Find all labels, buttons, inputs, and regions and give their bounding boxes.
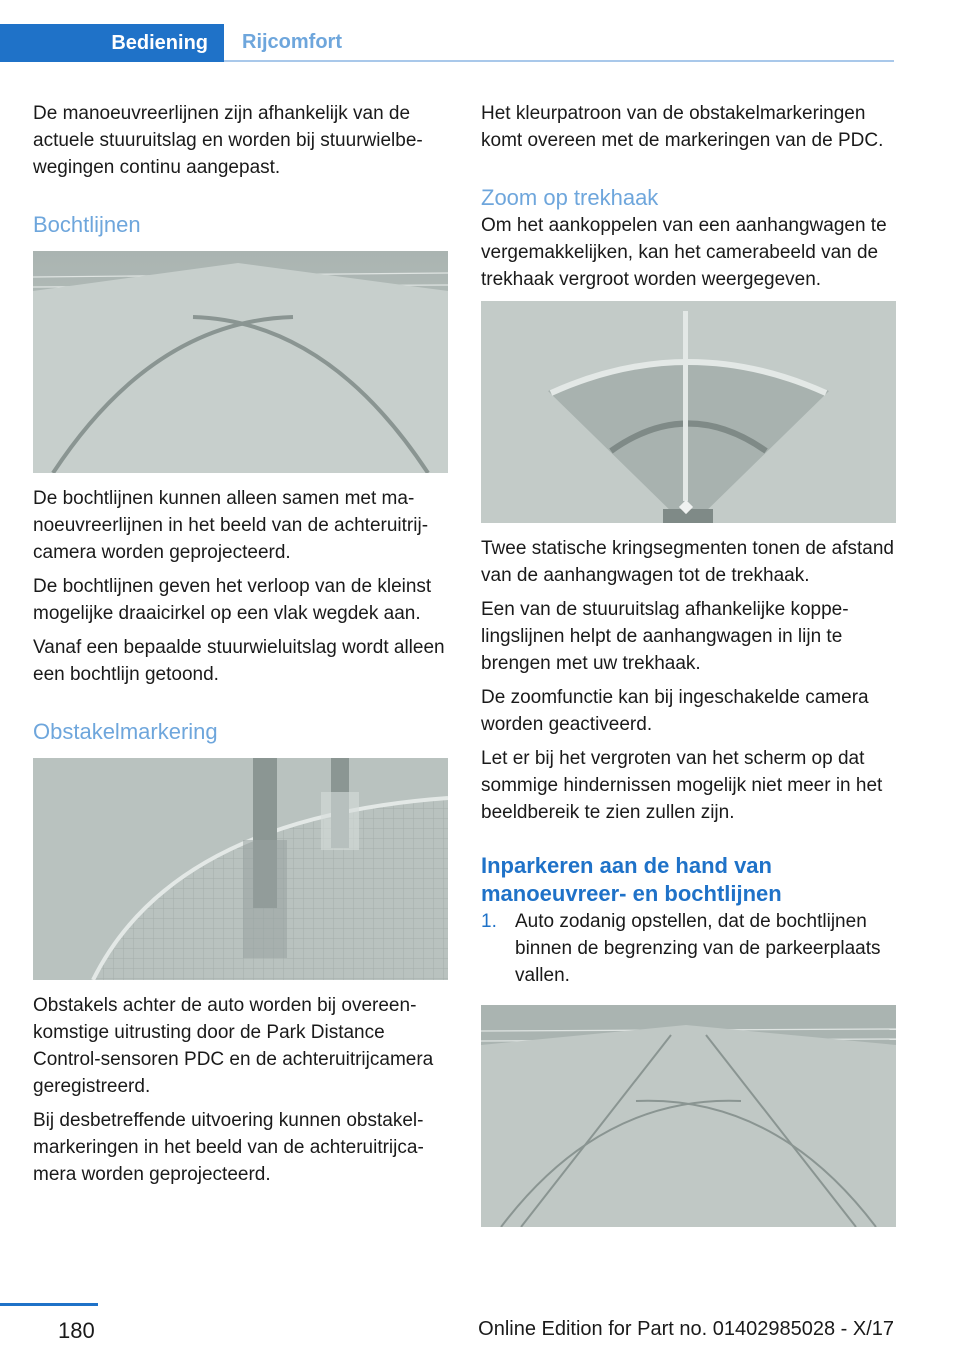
paragraph-zoom-4: De zoomfunctie kan bij ingeschakelde camera worden geactiveerd. bbox=[481, 687, 869, 735]
heading-bochtlijnen: Bochtlijnen bbox=[33, 212, 141, 237]
tab-divider bbox=[224, 60, 894, 62]
header-tabbar bbox=[0, 0, 894, 62]
figure-bochtlijnen bbox=[33, 251, 448, 473]
tab-bediening[interactable]: Bediening bbox=[0, 24, 224, 62]
footer-rule bbox=[0, 1303, 98, 1306]
paragraph-zoom-2: Twee statische kringsegmenten tonen de afstand van de aanhangwagen tot de trekhaak. bbox=[481, 538, 894, 586]
paragraph-obstakel-2: Bij desbetreffende uitvoering kunnen obstakelmarkeringen in het beeld van de achteruitrijcamera worden geprojecteerd. bbox=[33, 1110, 424, 1185]
step-number: 1. bbox=[481, 911, 497, 932]
steps-list bbox=[481, 908, 896, 989]
page-number: 180 bbox=[58, 1318, 95, 1343]
paragraph-bochtlijnen-1: De bochtlijnen kunnen alleen samen met manoeuvreerlijnen in het beeld van de achteruitrijcamera worden geprojecteerd. bbox=[33, 488, 429, 563]
paragraph-zoom-1: Om het aankoppelen van een aanhangwagen te vergemakkelijken, kan het camerabeeld van de trekhaak vergroot worden weergegeven. bbox=[481, 215, 887, 290]
figure-zoom-trekhaak bbox=[481, 301, 896, 523]
paragraph-bochtlijnen-2: De bochtlijnen geven het verloop van de kleinst mogelijke draaicirkel op een vlak wegdek aan. bbox=[33, 576, 432, 624]
figure-obstakelmarkering bbox=[33, 758, 448, 980]
heading-inparkeren: Inparkeren aan de hand van manoeuvreer- en bochtlijnen bbox=[481, 853, 782, 906]
step-text: Auto zodanig opstellen, dat de bochtlijnen binnen de begrenzing van de parkeerplaats vallen. bbox=[515, 911, 881, 986]
left-column bbox=[33, 100, 448, 1195]
paragraph-bochtlijnen-3: Vanaf een bepaalde stuurwieluitslag wordt alleen een bochtlijn getoond. bbox=[33, 637, 445, 685]
heading-obstakelmarkering: Obstakelmarkering bbox=[33, 719, 218, 744]
paragraph-zoom-5: Let er bij het vergroten van het scherm op dat sommige hindernissen mogelijk niet meer in het beeldbereik te zien zullen zijn. bbox=[481, 748, 883, 823]
right-column bbox=[481, 100, 896, 1227]
intro-paragraph-right: Het kleurpatroon van de obstakelmarkeringen komt overeen met de markeringen van de PDC. bbox=[481, 103, 884, 151]
figure-inparkeren bbox=[481, 1005, 896, 1227]
heading-zoom-trekhaak: Zoom op trekhaak bbox=[481, 185, 659, 210]
edition-note: Online Edition for Part no. 01402985028 - X/17 bbox=[478, 1318, 894, 1340]
list-item bbox=[481, 908, 896, 989]
tab-rijcomfort[interactable]: Rijcomfort bbox=[242, 30, 342, 53]
paragraph-zoom-3: Een van de stuuruitslag afhankelijke koppelingslijnen helpt de aanhangwagen in lijn te brengen met uw trekhaak. bbox=[481, 599, 849, 674]
intro-paragraph: De manoeuvreerlijnen zijn afhankelijk van de actuele stuuruitslag en worden bij stuurwielbewegingen continu aangepast. bbox=[33, 103, 423, 178]
paragraph-obstakel-1: Obstakels achter de auto worden bij overeenkomstige uitrusting door de Park Distance Control-sensoren PDC en de achteruitrijcamera geregistreerd. bbox=[33, 995, 434, 1097]
